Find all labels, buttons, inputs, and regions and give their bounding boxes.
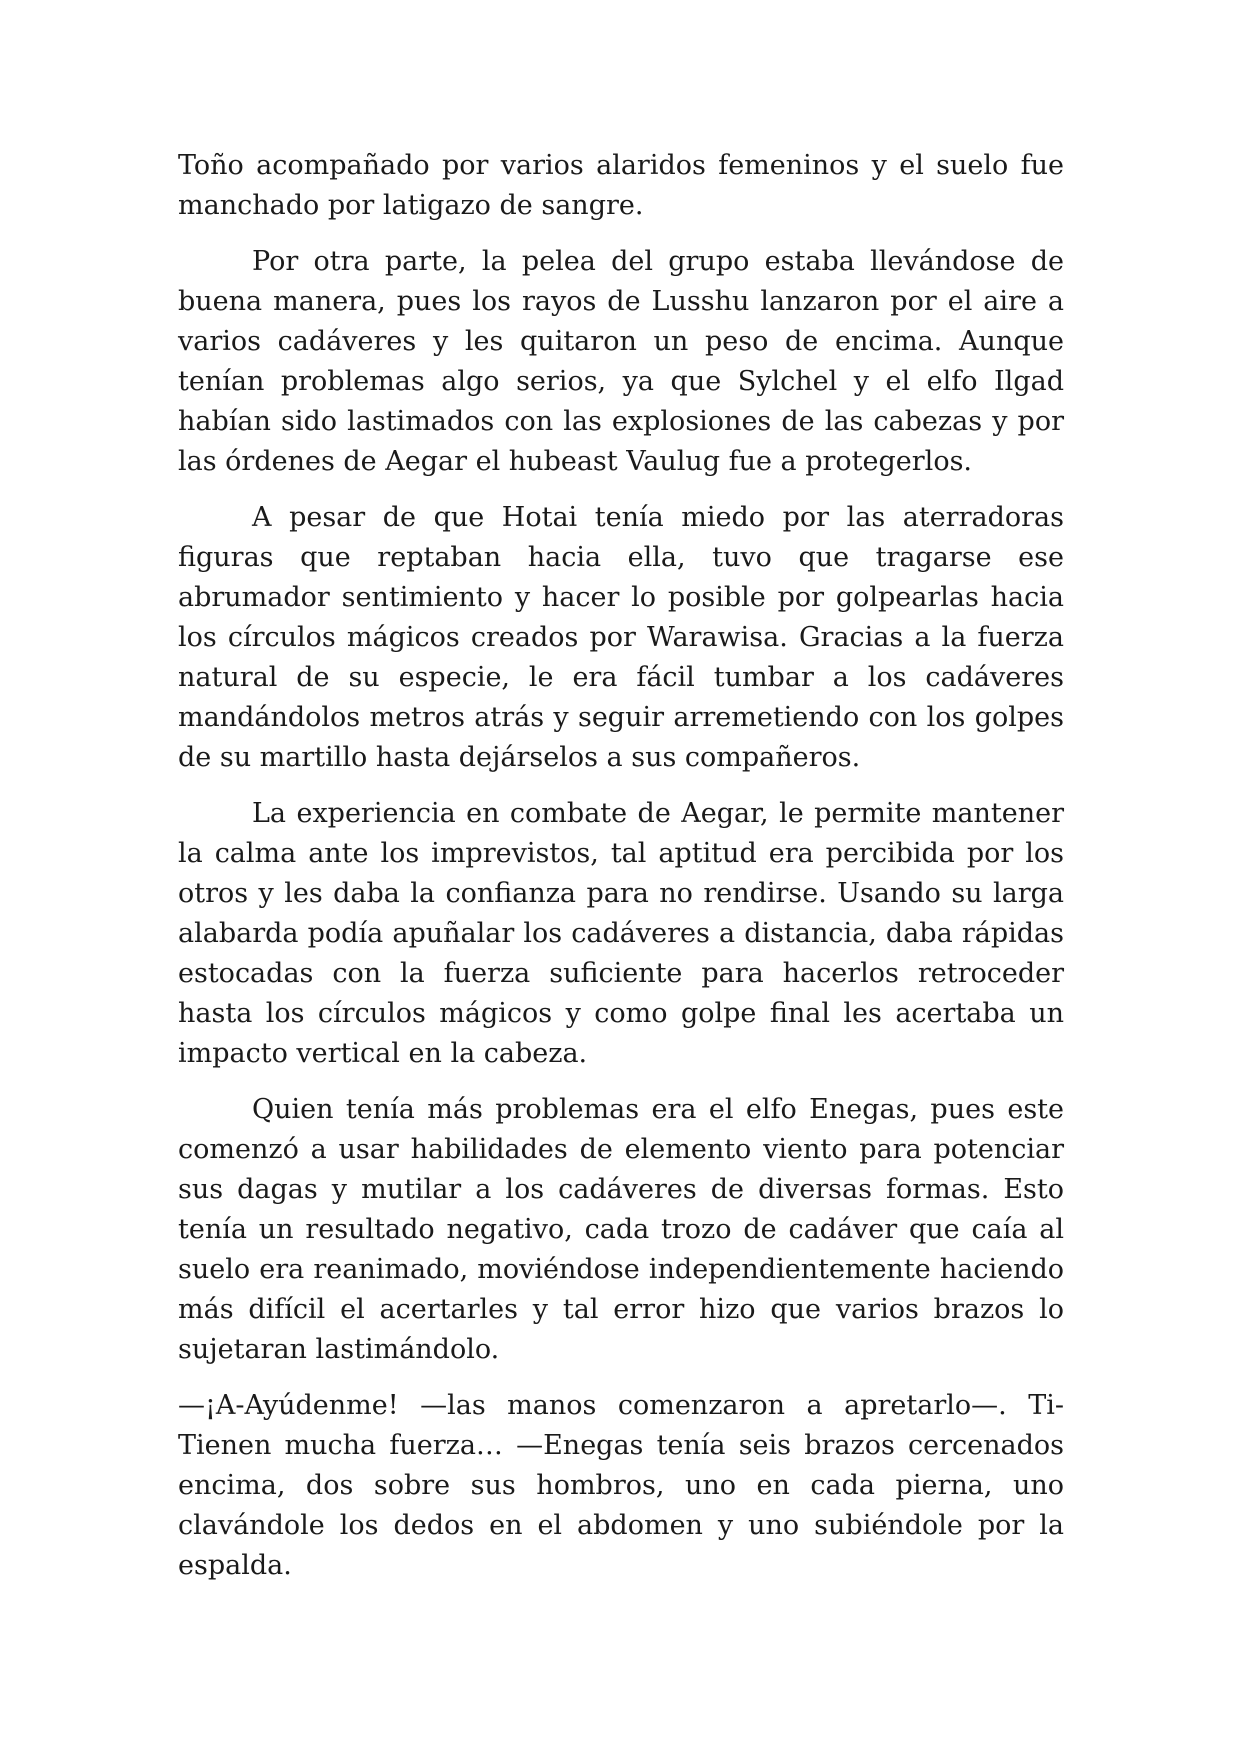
paragraph: Quien tenía más problemas era el elfo Enegas, pues este comenzó a usar habilidades de elemento viento para potenciar sus dagas y mutilar a los cadáveres de diversas formas. Esto tenía un resultado negativo, cada trozo de cadáver que caía al suelo era reanimado, moviéndose independientemente haciendo más difícil el acertarles y tal error hizo que varios brazos lo sujetaran lastimándolo. — [178, 1094, 1064, 1365]
dialogue-paragraph: —¡A-Ayúdenme! —las manos comenzaron a apretarlo—. Ti-Tienen mucha fuerza… —Enegas tenía seis brazos cercenados encima, dos sobre sus hombros, uno en cada pierna, uno clavándole los dedos en el abdomen y uno subiéndole por la espalda. — [178, 1390, 1064, 1581]
paragraph: La experiencia en combate de Aegar, le permite mantener la calma ante los imprevistos, tal aptitud era percibida por los otros y les daba la confianza para no rendirse. Usando su larga alabarda podía apuñalar los cadáveres a distancia, daba rápidas estocadas con la fuerza suficiente para hacerlos retroceder hasta los círculos mágicos y como golpe final les acertaba un impacto vertical en la cabeza. — [178, 798, 1064, 1069]
paragraph: Toño acompañado por varios alaridos femeninos y el suelo fue manchado por latigazo de sangre. — [178, 150, 1064, 221]
paragraph: Por otra parte, la pelea del grupo estaba llevándose de buena manera, pues los rayos de Lusshu lanzaron por el aire a varios cadáveres y les quitaron un peso de encima. Aunque tenían problemas algo serios, ya que Sylchel y el elfo Ilgad habían sido lastimados con las explosiones de las cabezas y por las órdenes de Aegar el hubeast Vaulug fue a protegerlos. — [178, 246, 1064, 477]
body-text — [178, 146, 1064, 1602]
paragraph: A pesar de que Hotai tenía miedo por las aterradoras figuras que reptaban hacia ella, tuvo que tragarse ese abrumador sentimiento y hacer lo posible por golpearlas hacia los círculos mágicos creados por Warawisa. Gracias a la fuerza natural de su especie, le era fácil tumbar a los cadáveres mandándolos metros atrás y seguir arremetiendo con los golpes de su martillo hasta dejárselos a sus compañeros. — [178, 502, 1064, 773]
